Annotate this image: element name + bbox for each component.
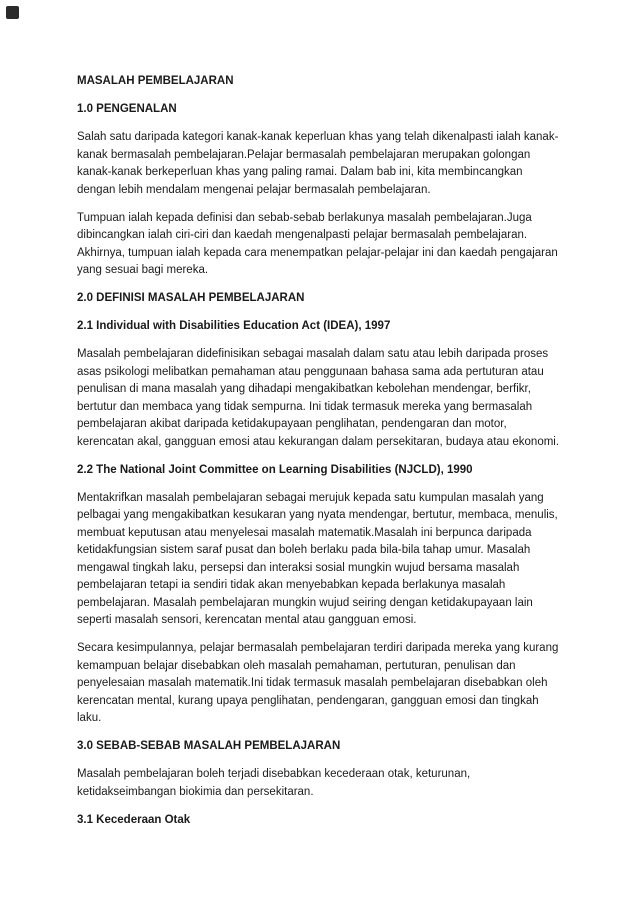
section-heading: 3.1 Kecederaan Otak <box>77 813 191 826</box>
body-paragraph: Masalah pembelajaran didefinisikan sebagai masalah dalam satu atau lebih daripada proses asas psikologi melibatkan pemahaman atau penggunaan bahasa sama ada pertuturan atau penulisan di mana masalah yang dihadapi mengakibatkan kebolehan mendengar, berfikr, bertutur dan membaca yang tidak sempurna. Ini tidak termasuk mereka yang bermasalah pembelajaran akibat daripada ketidakupayaan penglihatan, pendengaran dan motor, kerencatan akal, gangguan emosi atau kekurangan dalam persekitaran, budaya atau ekonomi. <box>77 348 560 448</box>
section-heading: 2.2 The National Joint Committee on Learning Disabilities (NJCLD), 1990 <box>77 463 473 476</box>
section-heading: 2.0 DEFINISI MASALAH PEMBELAJARAN <box>77 292 305 304</box>
section-heading: 2.1 Individual with Disabilities Education Act (IDEA), 1997 <box>77 320 391 332</box>
section-heading: MASALAH PEMBELAJARAN <box>77 75 234 87</box>
page-corner-mark <box>6 6 19 19</box>
body-paragraph: Mentakrifkan masalah pembelajaran sebagai merujuk kepada satu kumpulan masalah yang pelbagai yang mengakibatkan kesukaran yang nyata mendengar, bertutur, membaca, menulis, membuat keputusan atau menyelesai masalah matematik.Masalah ini berpunca daripada ketidakfungsian sistem saraf pusat dan boleh berlaku pada bila-bila tahap umur. Masalah mengawal tingkah laku, persepsi dan interaksi sosial mungkin wujud bersama masalah pembelajaran tetapi ia sendiri tidak akan menyebabkan kepada berlakunya masalah pembelajaran. Masalah pembelajaran mungkin wujud seiring dengan ketidakupayaan lain seperti masalah sensori, kerencatan mental atau gangguan emosi. <box>77 491 558 626</box>
body-paragraph: Salah satu daripada kategori kanak-kanak keperluan khas yang telah dikenalpasti ialah kanak-kanak bermasalah pembelajaran.Pelajar bermasalah pembelajaran merupakan golongan kanak-kanak berkeperluan khas yang paling ramai. Dalam bab ini, kita membincangkan dengan lebih mendalam mengenai pelajar bermasalah pembelajaran. <box>77 131 559 196</box>
document-body <box>77 73 561 840</box>
section-heading: 1.0 PENGENALAN <box>77 103 177 115</box>
body-paragraph: Secara kesimpulannya, pelajar bermasalah pembelajaran terdiri daripada mereka yang kurang kemampuan belajar disebabkan oleh masalah pemahaman, pertuturan, penulisan dan penyelesaian masalah matematik.Ini tidak termasuk masalah pembelajaran disebabkan oleh kerencatan mental, kurang upaya penglihatan, pendengaran, gangguan emosi dan tingkah laku. <box>77 642 559 724</box>
section-heading: 3.0 SEBAB-SEBAB MASALAH PEMBELAJARAN <box>77 740 341 752</box>
body-paragraph: Masalah pembelajaran boleh terjadi disebabkan kecederaan otak, keturunan, ketidakseimbangan biokimia dan persekitaran. <box>77 768 471 798</box>
body-paragraph: Tumpuan ialah kepada definisi dan sebab-sebab berlakunya masalah pembelajaran.Juga dibincangkan ialah ciri-ciri dan kaedah mengenalpasti pelajar bermasalah pembelajaran. Akhirnya, tumpuan ialah kepada cara menempatkan pelajar-pelajar ini dan kaedah pengajaran yang sesuai bagi mereka. <box>77 211 558 276</box>
